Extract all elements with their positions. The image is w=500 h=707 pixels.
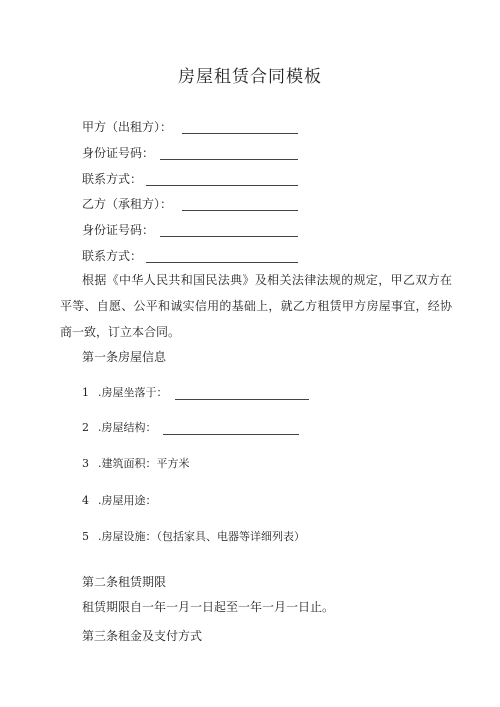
lessor-label: 甲方（出租方）： xyxy=(82,120,173,134)
lessor-id-label: 身份证号码： xyxy=(82,146,155,160)
lease-term-text: 租赁期限自一年一月一日起至一年一月一日止。 xyxy=(82,600,335,614)
item-number: 1 xyxy=(82,386,89,399)
article-1-heading: 第一条房屋信息 xyxy=(82,350,167,364)
item-number: 4 xyxy=(82,494,89,507)
item-number: 5 xyxy=(82,530,89,543)
lessee-id-label: 身份证号码： xyxy=(82,223,155,237)
house-structure-item xyxy=(82,418,157,438)
item-text: .房屋坐落于： xyxy=(98,386,168,399)
lessor-contact-label: 联系方式： xyxy=(82,172,143,186)
item-text: .房屋用途： xyxy=(98,494,157,507)
house-location-blank xyxy=(175,399,309,400)
floor-area-item xyxy=(82,454,190,474)
lessee-label: 乙方（承租方）： xyxy=(82,197,173,211)
lessor-blank xyxy=(182,133,298,134)
item-text: .房屋结构： xyxy=(98,421,157,434)
article-2-heading: 第二条租赁期限 xyxy=(82,575,167,589)
item-number: 3 xyxy=(82,457,89,470)
item-number: 2 xyxy=(82,421,89,434)
document-title: 房屋租赁合同模板 xyxy=(178,67,322,87)
house-structure-blank xyxy=(163,434,299,435)
item-text: .房屋设施：（包括家具、电器等详细列表） xyxy=(98,530,305,543)
house-facilities-item xyxy=(82,527,305,547)
house-usage-item xyxy=(82,491,157,511)
item-text: .建筑面积：平方米 xyxy=(98,457,190,470)
lessee-id-blank xyxy=(160,236,298,237)
house-location-item xyxy=(82,383,168,403)
intro-paragraph: 根据《中华人民共和国民法典》及相关法律法规的规定，甲乙双方在平等、自愿、公平和诚实信用的基础上，就乙方租赁甲方房屋事宜，经协商一致，订立本合同。 xyxy=(60,273,452,339)
lessor-id-blank xyxy=(160,159,298,160)
lessee-contact-blank xyxy=(146,262,298,263)
lessee-blank xyxy=(182,210,298,211)
lessor-contact-blank xyxy=(146,185,298,186)
lessee-contact-label: 联系方式： xyxy=(82,249,143,263)
article-3-heading: 第三条租金及支付方式 xyxy=(82,629,203,643)
